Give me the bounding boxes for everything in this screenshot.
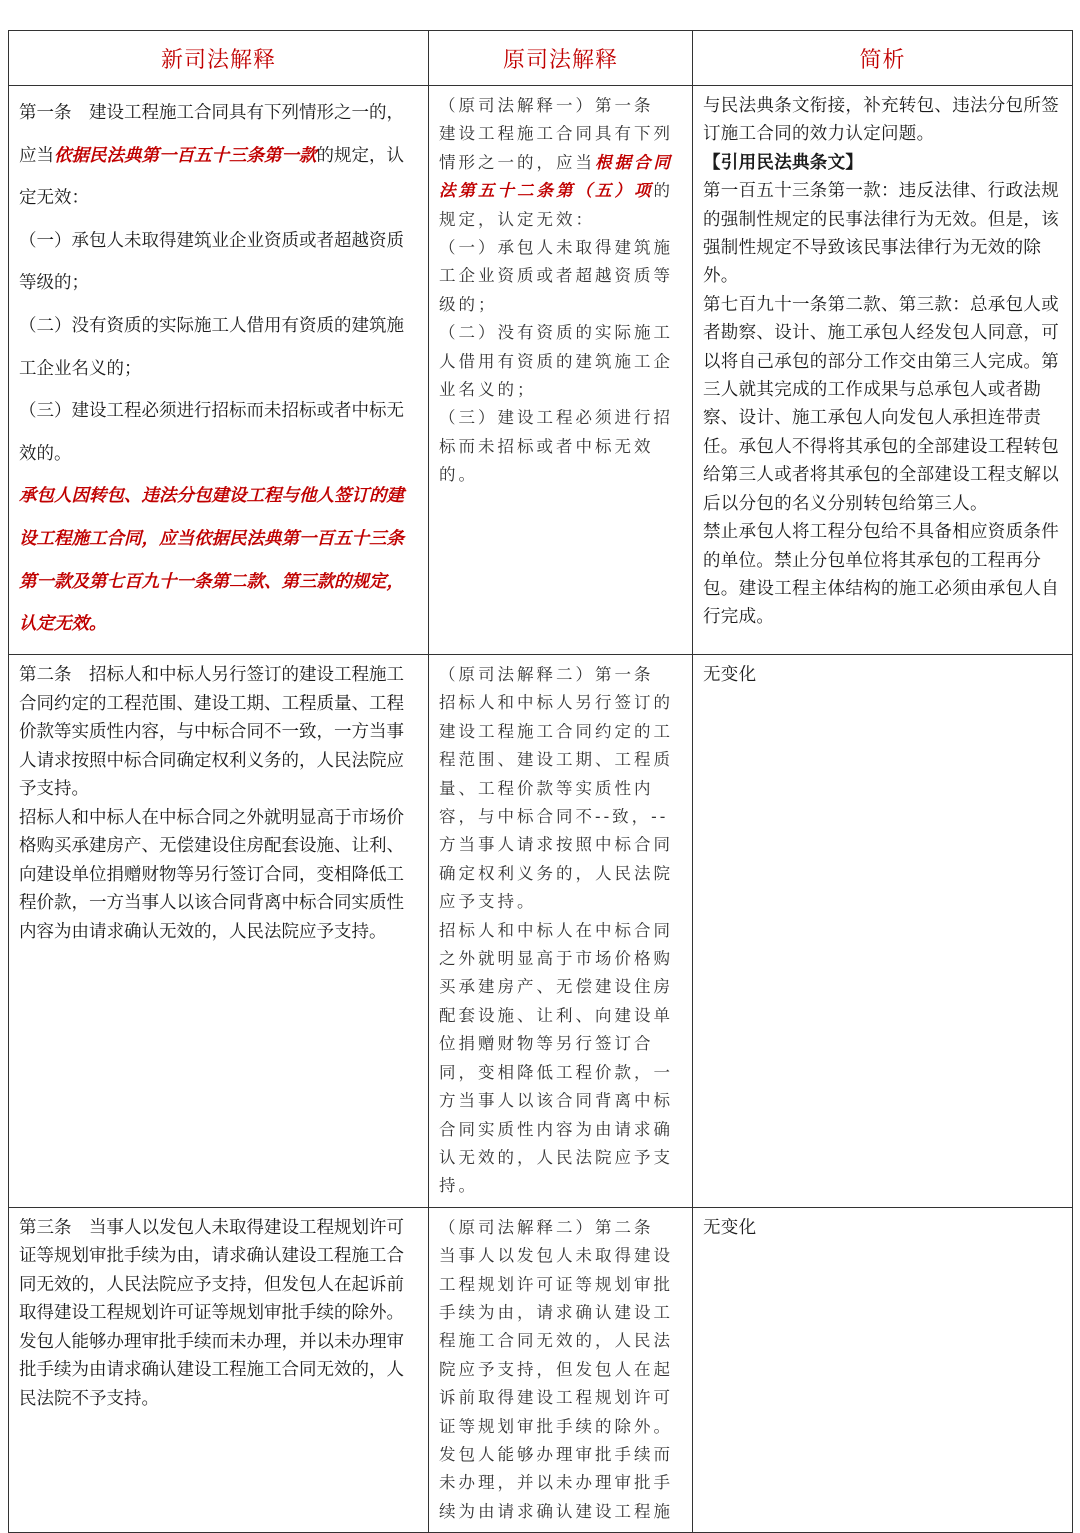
analysis-cell bbox=[693, 1207, 1073, 1532]
text-run: 无变化 bbox=[703, 665, 757, 685]
text-run: 发包人能够办理审批手续而未办理，并以未办理审批手续为由请求确认建设工程施工合同无效的，人民法院不予支持。 bbox=[19, 1331, 404, 1409]
comparison-table bbox=[8, 30, 1073, 1533]
paragraph bbox=[19, 92, 420, 220]
old-article-cell bbox=[429, 655, 693, 1208]
header-analysis: 简析 bbox=[693, 31, 1073, 86]
text-run: 与民法典条文衔接，补充转包、违法分包所签订施工合同的效力认定问题。 bbox=[703, 96, 1059, 145]
header-old-interpretation: 原司法解释 bbox=[429, 31, 693, 86]
paragraph bbox=[19, 804, 420, 947]
paragraph bbox=[439, 1214, 684, 1441]
old-article-cell bbox=[429, 86, 693, 655]
emphasized-text: 根据合同法第五十二条第（五）项 bbox=[439, 152, 673, 201]
text-run: 第一条 建设工程施工合同具有下列情形之一的，应当 bbox=[19, 103, 404, 166]
document-page bbox=[8, 30, 1072, 1533]
table-row bbox=[9, 86, 1073, 655]
text-run: （二）没有资质的实际施工人借用有资质的建筑施工企业名义的； bbox=[439, 323, 673, 400]
paragraph bbox=[703, 661, 1064, 689]
paragraph bbox=[703, 1214, 1064, 1242]
text-run: （原司法解释二）第二条 当事人以发包人未取得建设工程规划许可证等规划审批手续为由，请求确认建设工程施工合同无效的，人民法院应予支持，但发包人在起诉前取得建设工程规划许可证等规划审批手续的除外。 bbox=[439, 1217, 673, 1436]
paragraph bbox=[19, 390, 420, 475]
text-run: （原司法解释二）第一条 招标人和中标人另行签订的建设工程施工合同约定的工程范围、建设工期、工程质量、工程价款等实质性内容，与中标合同不--致，--方当事人请求按照中标合同确定权利义务的，人民法院应予支持。 bbox=[439, 665, 673, 912]
text-run: （原司法解释一）第一条 建设工程施工合同具有下列情形之一的，应当 bbox=[439, 96, 673, 172]
table-row bbox=[9, 655, 1073, 1208]
table-row bbox=[9, 1207, 1073, 1532]
text-run: 的规定，认定无效： bbox=[439, 181, 673, 229]
text-run: 招标人和中标人在中标合同之外就明显高于市场价格购买承建房产、无偿建设住房配套设施、让利、向建设单位捐赠财物等另行签订合同，变相降低工程价款，一方当事人以该合同背离中标合同实质性内容为由请求确认无效的，人民法院应予支持。 bbox=[439, 920, 673, 1196]
text-run: （一）承包人未取得建筑业企业资质或者超越资质等级的； bbox=[19, 230, 404, 294]
paragraph bbox=[19, 1214, 420, 1328]
paragraph bbox=[19, 661, 420, 804]
text-run: 第七百九十一条第二款、第三款：总承包人或者勘察、设计、施工承包人经发包人同意，可以将自己承包的部分工作交由第三人完成。第三人就其完成的工作成果与总承包人或者勘察、设计、施工承包人向发包人承担连带责任。承包人不得将其承包的全部建设工程转包给第三人或者将其承包的全部建设工程支解以后以分包的名义分别转包给第三人。 bbox=[703, 294, 1059, 514]
text-run: （一）承包人未取得建筑施工企业资质或者超越资质等级的； bbox=[439, 238, 673, 314]
text-run: （三）建设工程必须进行招标而未招标或者中标无效的。 bbox=[19, 401, 404, 464]
text-run: （三）建设工程必须进行招标而未招标或者中标无效的。 bbox=[439, 408, 673, 485]
header-new-interpretation: 新司法解释 bbox=[9, 31, 429, 86]
paragraph bbox=[703, 518, 1064, 632]
paragraph bbox=[439, 1441, 684, 1526]
paragraph bbox=[703, 291, 1064, 518]
paragraph bbox=[439, 661, 684, 917]
text-run: 无变化 bbox=[703, 1217, 757, 1238]
text-run: 的规定，认定无效： bbox=[19, 145, 404, 209]
text-run: 第一百五十三条第一款：违反法律、行政法规的强制性规定的民事法律行为无效。但是，该强制性规定不导致该民事法律行为无效的除外。 bbox=[703, 181, 1059, 287]
analysis-cell bbox=[693, 655, 1073, 1208]
text-run: 禁止承包人将工程分包给不具备相应资质条件的单位。禁止分包单位将其承包的工程再分包。建设工程主体结构的施工必须由承包人自行完成。 bbox=[703, 522, 1059, 628]
paragraph bbox=[439, 92, 684, 234]
emphasized-text: 依据民法典第一百五十三条第一款 bbox=[54, 145, 317, 166]
new-article-cell bbox=[9, 1207, 429, 1532]
text-run: 第二条 招标人和中标人另行签订的建设工程施工合同约定的工程范围、建设工期、工程质量、工程价款等实质性内容，与中标合同不一致，一方当事人请求按照中标合同确定权利义务的，人民法院应予支持。 bbox=[19, 665, 404, 799]
paragraph bbox=[19, 220, 420, 305]
paragraph bbox=[19, 1328, 420, 1414]
bold-text: 【引用民法典条文】 bbox=[703, 152, 864, 173]
emphasized-text: 承包人因转包、违法分包建设工程与他人签订的建设工程施工合同，应当依据民法典第一百五十三条第一款及第七百九十一条第二款、第三款的规定，认定无效。 bbox=[19, 486, 404, 635]
paragraph bbox=[703, 149, 1064, 177]
paragraph bbox=[439, 319, 684, 404]
text-run: 第三条 当事人以发包人未取得建设工程规划许可证等规划审批手续为由，请求确认建设工程施工合同无效的，人民法院应予支持，但发包人在起诉前取得建设工程规划许可证等规划审批手续的除外。 bbox=[19, 1217, 404, 1324]
old-article-cell bbox=[429, 1207, 693, 1532]
paragraph bbox=[439, 234, 684, 319]
new-article-cell bbox=[9, 655, 429, 1208]
paragraph bbox=[439, 917, 684, 1201]
paragraph bbox=[19, 475, 420, 645]
paragraph bbox=[703, 92, 1064, 149]
paragraph bbox=[703, 177, 1064, 291]
text-run: 招标人和中标人在中标合同之外就明显高于市场价格购买承建房产、无偿建设住房配套设施、让利、向建设单位捐赠财物等另行签订合同，变相降低工程价款，一方当事人以该合同背离中标合同实质性内容为由请求确认无效的，人民法院应予支持。 bbox=[19, 807, 404, 942]
new-article-cell bbox=[9, 86, 429, 655]
text-run: 发包人能够办理审批手续而未办理，并以未办理审批手续为由请求确认建设工程施 bbox=[439, 1444, 673, 1521]
paragraph bbox=[439, 404, 684, 489]
analysis-cell bbox=[693, 86, 1073, 655]
paragraph bbox=[19, 305, 420, 390]
text-run: （二）没有资质的实际施工人借用有资质的建筑施工企业名义的； bbox=[19, 315, 404, 379]
table-header-row bbox=[9, 31, 1073, 86]
